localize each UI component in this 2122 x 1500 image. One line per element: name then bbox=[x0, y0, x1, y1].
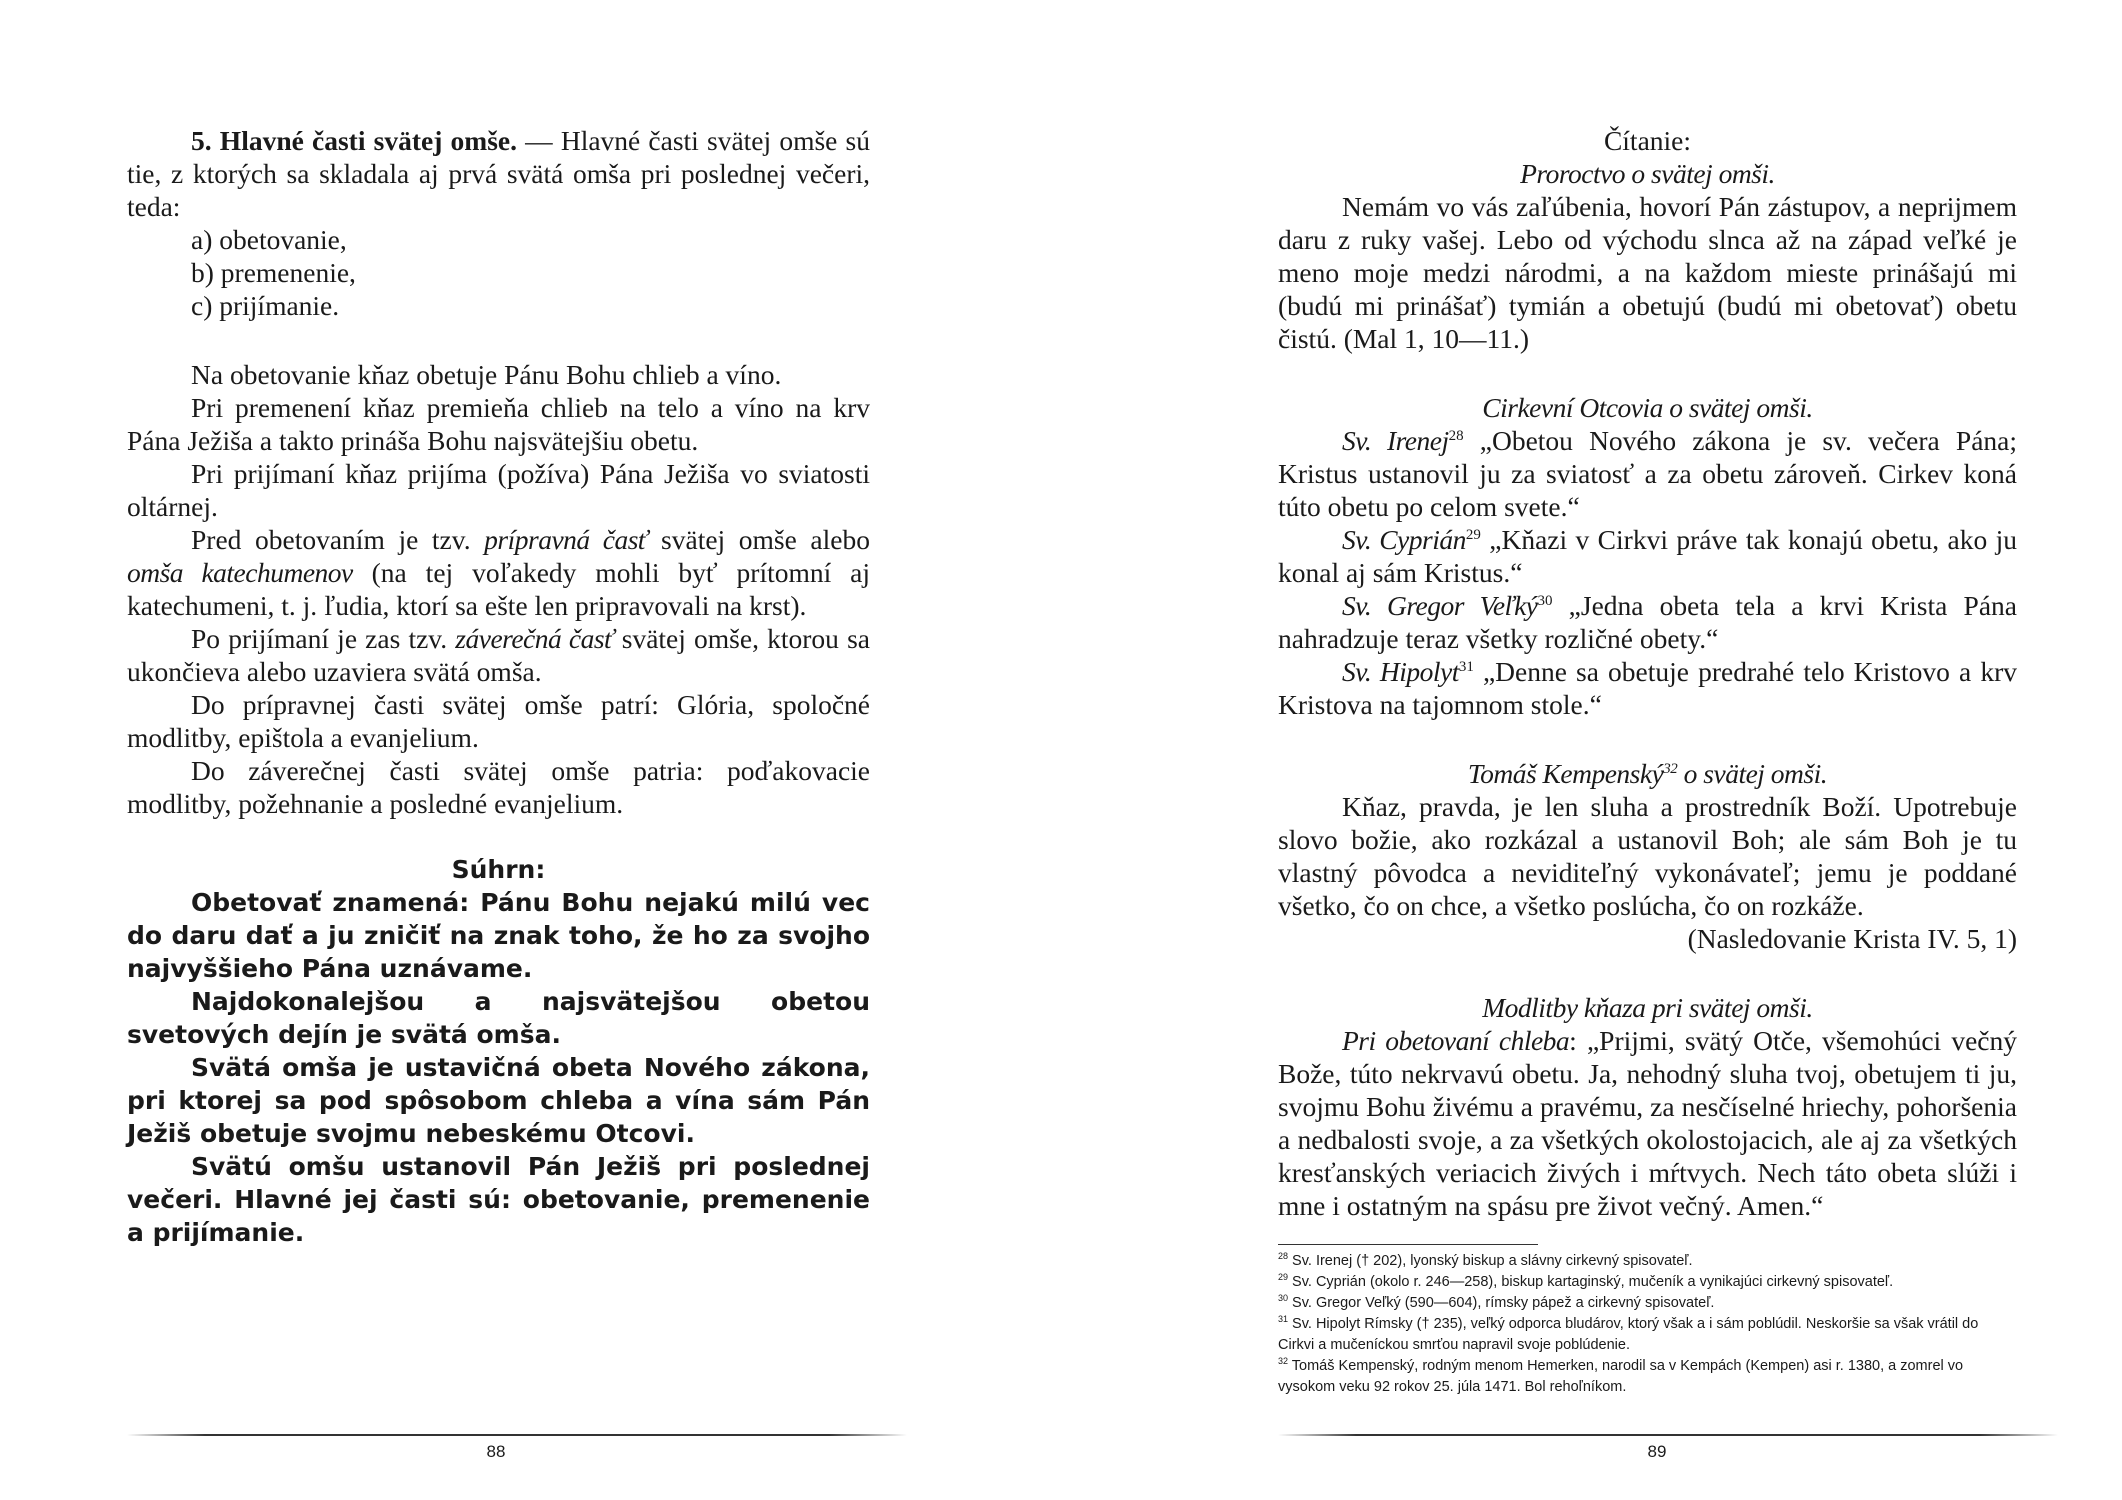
summary-item: Najdokonalejšou a najsvätejšou obetou svetových dejín je svätá omša. bbox=[127, 987, 870, 1049]
paragraph-zaverecna-cast: Po prijímaní je zas tzv. záverečná časť svätej omše, ktorou sa ukončieva alebo uzaviera svätá omša. bbox=[127, 623, 870, 687]
paragraph-do-zaverecnej: Do záverečnej časti svätej omše patria: poďakovacie modlitby, požehnanie a posledné evanjelium. bbox=[127, 755, 870, 819]
footer-rule bbox=[1278, 1434, 2058, 1436]
paragraph-obetovanie: Na obetovanie kňaz obetuje Pánu Bohu chlieb a víno. bbox=[191, 359, 782, 390]
father-quote: Sv. Hipolyt$^{31}$ „Denne sa obetuje predrahé telo Kristovo a krv Kristova na tajomnom stole.“ bbox=[1278, 656, 2017, 720]
paragraph-prijimanie: Pri prijímaní kňaz prijíma (požíva) Pána Ježiša vo sviatosti oltárnej. bbox=[127, 458, 870, 522]
modlitby-title: Modlitby kňaza pri svätej omši. bbox=[1482, 992, 1813, 1023]
right-page bbox=[1061, 0, 2122, 1500]
paragraph-do-pripravnej: Do prípravnej časti svätej omše patrí: Glória, spoločné modlitby, epištola a evanjelium. bbox=[127, 689, 870, 753]
left-text-column bbox=[127, 124, 870, 1249]
summary-item: Obetovať znamená: Pánu Bohu nejakú milú vec do daru dať a ju zničiť na znak toho, že ho za svojho najvyššieho Pána uznávame. bbox=[127, 888, 870, 983]
otcovia-title: Cirkevní Otcovia o svätej omši. bbox=[1482, 392, 1813, 423]
footnote: $^{28}$ Sv. Irenej († 202), lyonský biskup a slávny cirkevný spisovateľ. bbox=[1278, 1251, 1693, 1269]
list-item: a) obetovanie, bbox=[191, 224, 347, 255]
summary-title: Súhrn: bbox=[451, 855, 546, 884]
list-item: c) prijímanie. bbox=[191, 290, 340, 321]
section-heading: 5. Hlavné časti svätej omše. bbox=[191, 125, 517, 156]
citanie-heading: Čítanie: bbox=[1603, 125, 1692, 156]
page-number: 88 bbox=[486, 1442, 506, 1461]
malachias-quote: Nemám vo vás zaľúbenia, hovorí Pán zástupov, a neprijmem daru z ruky vašej. Lebo od východu slnca až na západ veľké je meno moje medzi národmi, a na každom mieste prinášajú mi (budú mi prinášať) tymián a obetujú (budú mi obetovať) obetu čistú. (Mal 1, 10—11.) bbox=[1278, 191, 2017, 354]
summary-item: Svätú omšu ustanovil Pán Ježiš pri poslednej večeri. Hlavné jej časti sú: obetovanie, premenenie a prijímanie. bbox=[127, 1152, 870, 1247]
father-quote: Sv. Irenej$^{28}$ „Obetou Nového zákona je sv. večera Pána; Kristus ustanovil ju za sviatosť a za obetu zároveň. Cirkev koná túto obetu po celom svete.“ bbox=[1278, 425, 2017, 522]
footer-rule bbox=[127, 1434, 907, 1436]
list-item: b) premenenie, bbox=[191, 257, 356, 288]
paragraph-pripravna-cast: Pred obetovaním je tzv. prípravná časť svätej omše alebo omša katechumenov (na tej voľakedy mohli byť prítomní aj katechumeni, t. j. ľudia, ktorí sa ešte len pripravovali na krst). bbox=[127, 524, 870, 621]
father-quote: Sv. Gregor Veľký$^{30}$ „Jedna obeta tela a krvi Krista Pána nahradzuje teraz všetky rozličné obety.“ bbox=[1278, 590, 2017, 654]
section-5-paragraph: 5. Hlavné časti svätej omše. — Hlavné časti svätej omše sú tie, z ktorých sa skladala aj prvá svätá omša pri poslednej večeri, teda: bbox=[127, 125, 870, 222]
prayer-text: Pri obetovaní chleba: „Prijmi, svätý Otče, všemohúci večný Bože, túto nekrvavú obetu. Ja, nehodný sluha tvoj, obetujem ti ju, svojmu Bohu živému a pravému, za nesčíselné hriechy, pohoršenia a nedbalosti svoje, a za všetkých okolostojacich, ale aj za všetkých kresťanských veriacich živých i mŕtvych. Nech táto obeta slúži i mne i ostatným na spásu pre život večný. Amen.“ bbox=[1278, 1025, 2017, 1221]
kempis-title: Tomáš Kempenský$^{32}$ o svätej omši. bbox=[1467, 758, 1828, 789]
footnote-separator bbox=[1278, 1244, 1538, 1245]
footnote: $^{32}$ Tomáš Kempenský, rodným menom Hemerken, narodil sa v Kempách (Kempen) asi r. 1380, a zomrel vo vysokom veku 92 rokov 25. júla 1471. Bol rehoľníkom. bbox=[1278, 1356, 1964, 1395]
paragraph-premenenie: Pri premenení kňaz premieňa chlieb na telo a víno na krv Pána Ježiša a takto prináša Bohu najsvätejšiu obetu. bbox=[127, 392, 870, 456]
father-quote: Sv. Cyprián$^{29}$ „Kňazi v Cirkvi práve tak konajú obetu, ako ju konal aj sám Kristus.“ bbox=[1278, 524, 2017, 588]
footnote: $^{29}$ Sv. Cyprián (okolo r. 246—258), biskup kartaginský, mučeník a vynikajúci cirkevný spisovateľ. bbox=[1278, 1272, 1894, 1290]
footnote: $^{31}$ Sv. Hipolyt Rímsky († 235), veľký odporca bludárov, ktorý však a i sám poblúdil. Neskoršie sa však vrátil do Cirkvi a mučeníckou smrťou napravil svoje poblúdenie. bbox=[1278, 1314, 1979, 1353]
proroctvo-title: Proroctvo o svätej omši. bbox=[1520, 158, 1775, 189]
right-text-column bbox=[1278, 124, 2017, 1398]
page-number: 89 bbox=[1647, 1442, 1667, 1461]
kempis-quote: Kňaz, pravda, je len sluha a prostredník Boží. Upotrebuje slovo božie, ako rozkázal a ustanovil Boh; ale sám Boh je tu vlastný pôvodca a neviditeľný vykonávateľ; jemu je poddané všetko, čo on chce, a všetko poslúcha, čo on rozkáže. bbox=[1278, 791, 2017, 921]
kempis-source: (Nasledovanie Krista IV. 5, 1) bbox=[1687, 923, 2017, 954]
summary-item: Svätá omša je ustavičná obeta Nového zákona, pri ktorej sa pod spôsobom chleba a vína sám Pán Ježiš obetuje svojmu nebeskému Otcovi. bbox=[127, 1053, 870, 1148]
footnote: $^{30}$ Sv. Gregor Veľký (590—604), rímsky pápež a cirkevný spisovateľ. bbox=[1278, 1293, 1715, 1311]
